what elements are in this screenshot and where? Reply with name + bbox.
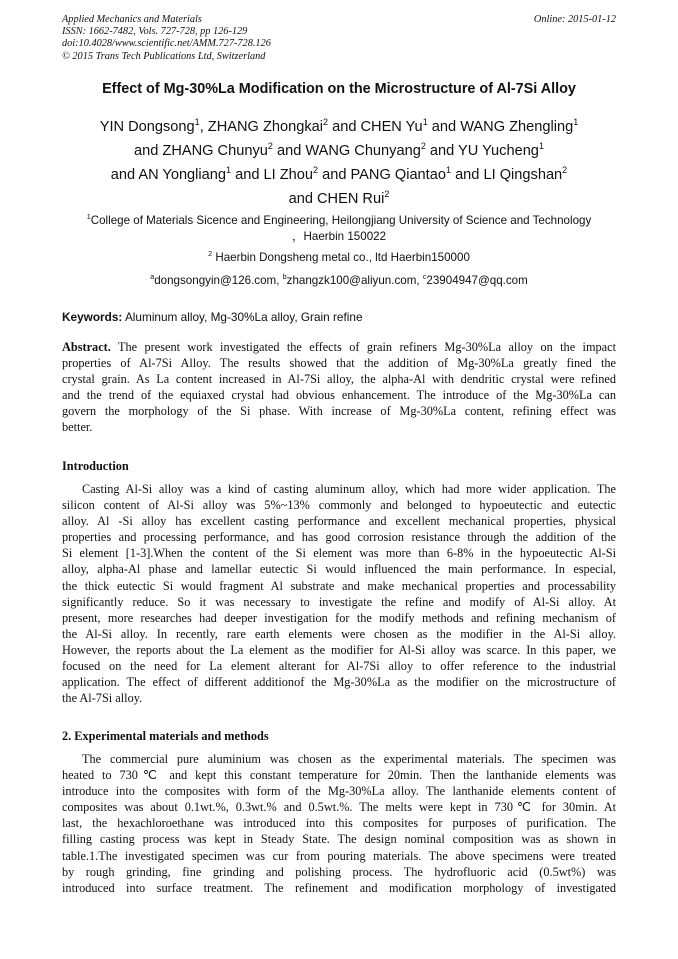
abstract-line: and the trend of the equiaxed crystal had obvious enhancement. The introduce of the Mg-30%La can xyxy=(62,388,616,403)
paragraph-line: filling casting process was kept in Steady State. The design nominal composition was as shown in xyxy=(62,832,616,847)
author-name: and YU Yucheng xyxy=(425,143,539,159)
author-affil-mark: 2 xyxy=(384,189,390,200)
paragraph-line: table.1.The investigated specimen was cur from pouring materials. The above specimens were treated xyxy=(62,848,616,863)
paragraph-line: significantly reduce. So it was necessary to investigate the refine and modify of Al-Si alloy. At xyxy=(62,594,616,609)
abstract-line: properties of Al-7Si Alloy. The results showed that the addition of Mg-30%La greatly fined the xyxy=(62,356,616,371)
paragraph-line: last, the hexachloroethane was introduced into this composites for purposes of purification. The xyxy=(62,816,616,831)
affiliation-1 xyxy=(62,213,616,245)
paragraph-line: Casting Al-Si alloy was a kind of casting aluminum alloy, which had more wider application. The xyxy=(82,482,616,496)
experimental-body xyxy=(62,751,616,896)
affil-mark: 2 xyxy=(208,249,213,259)
introduction-body xyxy=(62,481,616,706)
paragraph-line: present, more researches had deeper investigation for the modify methods and refining mechanism of xyxy=(62,610,616,625)
journal-header xyxy=(62,14,616,63)
keywords-text: Aluminum alloy, Mg-30%La alloy, Grain refine xyxy=(122,310,363,324)
author-affil-mark: 1 xyxy=(445,165,452,176)
author-affil-mark: 1 xyxy=(226,165,232,176)
affil-text: ，Haerbin 150022 xyxy=(291,230,387,243)
author-name: , ZHANG Zhongkai xyxy=(199,119,323,135)
keywords xyxy=(62,309,616,325)
paragraph-line: composites was about 0.1wt.%, 0.3wt.% and 0.5wt.%. The melts were kept in 730℃ for 30min. At xyxy=(62,800,616,815)
author-affil-mark: 1 xyxy=(194,117,200,128)
affiliation-2 xyxy=(62,250,616,266)
abstract-line: better. xyxy=(62,420,93,435)
online-date: Online: 2015-01-12 xyxy=(533,14,616,25)
abstract-line: crystal grain. As La content increased in Al-7Si alloy, the alpha-Al with dendritic crystal were refined xyxy=(62,372,616,387)
author-affil-mark: 2 xyxy=(562,165,568,176)
paragraph-line: the thick eutectic Si would fragment Al substrate and make mechanical properties and processability xyxy=(62,578,616,593)
email-mark: b xyxy=(282,272,287,282)
email-mark: a xyxy=(150,272,155,282)
author-emails xyxy=(62,273,616,289)
doi-line: doi:10.4028/www.scientific.net/AMM.727-728.126 xyxy=(62,38,271,50)
paragraph-line: introduce into the composites with form of the Mg-30%La alloy. The lanthanide elements content of xyxy=(62,784,616,799)
author-name: and CHEN Yu xyxy=(328,119,423,135)
author-name: and PANG Qiantao xyxy=(318,167,446,183)
abstract-line: Abstract. The present work investigated the effects of grain refiners Mg-30%La alloy on the impact xyxy=(62,340,616,354)
author-name: and CHEN Rui xyxy=(288,191,385,207)
paragraph-line: Si element [1-3].When the content of the Si element was more than 6-8% in the hypoeutectic Al-Si xyxy=(62,546,616,561)
author-affil-mark: 2 xyxy=(420,141,426,152)
paragraph-line: application. The effect of different additionof the Mg-30%La as the modifier on the microstructure of xyxy=(62,675,616,690)
affil-text: College of Materials Sicence and Engineering, Heilongjiang University of Science and Technology xyxy=(90,214,592,227)
author-line xyxy=(30,139,648,163)
keywords-label: Keywords: xyxy=(62,310,123,324)
journal-name: Applied Mechanics and Materials xyxy=(62,14,202,25)
email-mark: c xyxy=(422,272,427,282)
paragraph-line: properties and processing performance, and has good corrosion resistance through the addition of the xyxy=(62,530,616,545)
email-link[interactable]: dongsongyin@126.com, xyxy=(154,274,283,287)
abstract-label: Abstract. xyxy=(62,340,111,354)
paragraph-line: silicon content of Al-Si alloy was 5%~13% commonly and belonged to hypoeutectic and eutectic xyxy=(62,498,616,513)
author-list xyxy=(30,115,648,211)
author-name: and WANG Zhengling xyxy=(427,119,574,135)
author-name: and LI Qingshan xyxy=(451,167,563,183)
author-name: and ZHANG Chunyu xyxy=(134,143,268,159)
paragraph-line: The commercial pure aluminium was chosen as the experimental materials. The specimen was xyxy=(82,752,616,766)
affil-mark: 1 xyxy=(86,212,91,222)
affil-text: Haerbin Dongsheng metal co., ltd Haerbin150000 xyxy=(212,251,470,264)
author-affil-mark: 1 xyxy=(538,141,544,152)
author-affil-mark: 1 xyxy=(573,117,579,128)
paragraph-line: focused on the need for La element alterant for Al-7Si alloy to offer reference to the industrial xyxy=(62,659,616,674)
email-link[interactable]: zhangzk100@aliyun.com, xyxy=(286,274,423,287)
paragraph-line: However, the reports about the La element as the modifier for Al-Si alloy was scarce. In this paper, we xyxy=(62,642,616,657)
issn-line: ISSN: 1662-7482, Vols. 727-728, pp 126-129 xyxy=(62,26,248,38)
abstract xyxy=(62,339,616,436)
paragraph-line: alloy. Al -Si alloy has excellent casting performance and excellent mechanical properties, physical xyxy=(62,514,616,529)
author-line xyxy=(30,115,648,139)
author-line xyxy=(30,187,648,211)
abstract-line: govern the morphology of the Si phase. With increase of Mg-30%La content, refining effect was xyxy=(62,404,616,419)
author-affil-mark: 2 xyxy=(313,165,319,176)
author-line xyxy=(30,163,648,187)
author-name: and AN Yongliang xyxy=(110,167,227,183)
section-heading-experimental: 2. Experimental materials and methods xyxy=(62,729,269,743)
paragraph-line: the Al-Si alloy. In recently, rare earth elements were chosen as the modifier in the Al-Si alloy. xyxy=(62,626,616,641)
paragraph-line: by rough grinding, fine grinding and polishing process. The hydrofluoric acid (0.5wt%) was xyxy=(62,864,616,879)
author-name: and LI Zhou xyxy=(231,167,314,183)
paper-title: Effect of Mg-30%La Modification on the Microstructure of Al-7Si Alloy xyxy=(102,81,576,97)
author-affil-mark: 2 xyxy=(267,141,273,152)
author-affil-mark: 2 xyxy=(322,117,329,128)
author-name: and WANG Chunyang xyxy=(272,143,421,159)
copyright-line: © 2015 Trans Tech Publications Ltd, Switzerland xyxy=(62,50,266,62)
author-affil-mark: 1 xyxy=(422,117,428,128)
section-heading-introduction: Introduction xyxy=(62,459,129,473)
paragraph-line: heated to 730℃ and kept this constant temperature for 20min. Then the lanthanide elements was xyxy=(62,768,616,783)
paragraph-line: alloy, alpha-Al phase and lamellar eutectic Si would influenced the main performance. In especial, xyxy=(62,562,616,577)
email-link[interactable]: 23904947@qq.com xyxy=(426,274,528,287)
author-name: YIN Dongsong xyxy=(99,119,195,135)
paragraph-line: introduced into surface treatment. The refinement and modification morphology of investigated xyxy=(62,880,616,895)
paragraph-line: the Al-7Si alloy. xyxy=(62,691,143,706)
